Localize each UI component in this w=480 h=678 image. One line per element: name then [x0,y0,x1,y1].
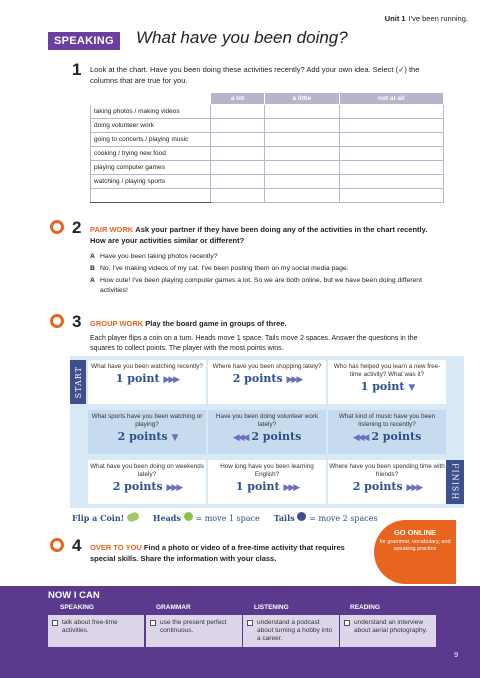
check-cell[interactable] [211,119,265,133]
check-cell[interactable] [339,189,443,203]
now-i-can-heading: READING [350,604,380,611]
game-rules: Each player flips a coin on a turn. Heads move 1 space. Tails move 2 spaces. Answer the questions in the squares to collect points. The player with the most points wins. [90,335,418,352]
unit-label: Unit 1 [384,14,406,23]
now-i-can-item[interactable]: use the present perfect continuous. [146,615,242,647]
check-cell[interactable] [211,175,265,189]
coin-instructions [72,512,378,523]
square-points [88,430,206,443]
activity-chart [90,92,444,203]
exercise-2-number: 2 [72,218,82,237]
square-points [88,480,206,493]
points-text: 1 point [115,372,160,385]
square-question: Where have you been shopping lately? [212,363,322,370]
exercise-4-number: 4 [72,536,82,555]
checkbox[interactable] [52,620,58,626]
check-cell[interactable] [211,133,265,147]
dialog-line: A How cute! I've been playing computer games a lot. So we are both online, but we have been doing different activities! [90,277,422,294]
checkbox[interactable] [344,620,350,626]
check-cell[interactable] [211,105,265,119]
dialog-line: B No, I've making videos of my cat. I've been posting them on my social media page. [90,265,349,272]
check-cell[interactable] [339,105,443,119]
go-online-text: for grammar, vocabulary, and speaking practice [379,539,451,552]
direction-arrow-icon: ▶▶▶ [286,375,302,385]
exercise-3-number: 3 [72,312,82,331]
square-question: What have you been watching recently? [91,363,203,370]
square-points [88,372,206,385]
now-i-can-heading: LISTENING [254,604,289,611]
direction-arrow-icon: ▶▶▶ [163,375,179,385]
board-square [88,460,206,504]
dialog [90,252,440,298]
start-label: START [70,360,86,404]
square-question: What sports have you been watching or playing? [91,413,203,428]
square-question: Where have you been spending time with friends? [329,463,445,478]
check-cell[interactable] [211,147,265,161]
points-text: 2 points [371,430,422,443]
points-text: 1 point [360,380,405,393]
square-points [208,480,326,493]
exercise-1-instruction: Look at the chart. Have you been doing these activities recently? Add your own idea. Select (✓) the columns that are true for you. [90,65,420,85]
now-i-can-item[interactable]: understand an interview about aerial photography. [340,615,436,647]
exercise-1-number: 1 [72,60,82,79]
check-cell[interactable] [265,161,340,175]
check-cell[interactable] [265,147,340,161]
direction-arrow-icon: ◀◀◀ [232,433,248,443]
tails-rule: = move 2 spaces [309,514,378,523]
direction-arrow-icon: ▼ [171,433,177,443]
activity-label: cooking / trying new food [91,147,211,161]
pair-work-icon [50,220,64,234]
points-text: 2 points [352,480,403,493]
unit-header [385,14,468,23]
chart-row [91,147,444,161]
group-work-label: GROUP WORK [90,319,144,328]
points-text: 2 points [112,480,163,493]
checkbox[interactable] [150,620,156,626]
chart-row [91,133,444,147]
page-number: 9 [454,652,458,659]
direction-arrow-icon: ▶▶▶ [283,483,299,493]
check-cell[interactable] [265,105,340,119]
activity-label: going to concerts / playing music [91,133,211,147]
check-cell[interactable] [265,133,340,147]
chart-row [91,105,444,119]
over-to-you-icon [50,538,64,552]
now-i-can-title: NOW I CAN [48,590,100,601]
check-cell[interactable] [339,147,443,161]
tails-label: Tails [273,513,295,523]
coin-icon [126,511,140,523]
heads-rule: = move 1 space [195,514,260,523]
check-cell[interactable] [339,175,443,189]
column-header: a little [265,93,340,105]
square-question: Who has helped you learn a new free-time activity? What was it? [333,363,441,378]
square-points [208,372,326,385]
checkbox[interactable] [247,620,253,626]
finish-label: FINISH [446,460,464,504]
dialog-line: A Have you been taking photos recently? [90,253,218,260]
exercise-3-instruction: GROUP WORK Play the board game in groups of three. [90,319,287,328]
exercise-2-instruction: PAIR WORK Ask your partner if they have been doing any of the activities in the chart recently. How are your activities similar or different? [90,225,428,245]
check-cell[interactable] [339,133,443,147]
direction-arrow-icon: ◀◀◀ [352,433,368,443]
chart-row [91,175,444,189]
square-question: What kind of music have you been listening to recently? [338,413,436,428]
page-title: What have you been doing? [136,28,348,47]
board-square [328,460,446,504]
square-points [328,430,446,443]
section-tag: SPEAKING [48,32,120,50]
check-cell[interactable] [211,189,265,203]
go-online-badge[interactable] [374,520,456,584]
check-cell[interactable] [265,175,340,189]
chart-row [91,189,444,203]
check-cell[interactable] [339,119,443,133]
chart-row [91,161,444,175]
square-points [328,380,446,393]
now-i-can-item[interactable]: understand a podcast about turning a hobby into a career. [243,615,339,647]
board-game [70,356,464,508]
over-to-you-label: OVER TO YOU [90,543,142,552]
group-work-icon [50,314,64,328]
board-square [208,460,326,504]
square-question: What have you been doing on weekends lately? [90,463,204,478]
check-cell[interactable] [211,161,265,175]
tails-icon [297,512,306,521]
board-square [208,410,326,454]
direction-arrow-icon: ▶▶▶ [406,483,422,493]
direction-arrow-icon: ▶▶▶ [166,483,182,493]
activity-label: watching / playing sports [91,175,211,189]
chart-row [91,119,444,133]
activity-label: playing computer games [91,161,211,175]
now-i-can-item[interactable]: talk about free-time activities. [48,615,144,647]
points-text: 2 points [117,430,168,443]
board-square [88,410,206,454]
heads-icon [184,512,193,521]
points-text: 2 points [232,372,283,385]
points-text: 1 point [235,480,280,493]
activity-label: doing volunteer work [91,119,211,133]
square-question: How long have you been learning English? [220,463,314,478]
now-i-can-heading: SPEAKING [60,604,94,611]
activity-label[interactable] [91,189,211,203]
check-cell[interactable] [265,189,340,203]
flip-coin-label: Flip a Coin! [72,513,125,523]
direction-arrow-icon: ▼ [408,383,414,393]
board-square [328,360,446,404]
board-square [208,360,326,404]
check-cell[interactable] [339,161,443,175]
now-i-can-heading: GRAMMAR [156,604,191,611]
activity-label: taking photos / making videos [91,105,211,119]
pair-work-label: PAIR WORK [90,225,134,234]
board-square [328,410,446,454]
heads-label: Heads [152,513,181,523]
check-cell[interactable] [265,119,340,133]
square-points [328,480,446,493]
square-points [208,430,326,443]
square-question: Have you been doing volunteer work lately? [215,413,319,428]
points-text: 2 points [251,430,302,443]
column-header: not at all [339,93,443,105]
exercise-4-instruction: OVER TO YOU Find a photo or video of a free-time activity that requires special skills. Share the information with your class. [90,543,345,563]
board-square [88,360,206,404]
column-header: a lot [211,93,265,105]
go-online-title: GO ONLINE [393,528,437,537]
unit-title: I've been running. [408,14,468,23]
